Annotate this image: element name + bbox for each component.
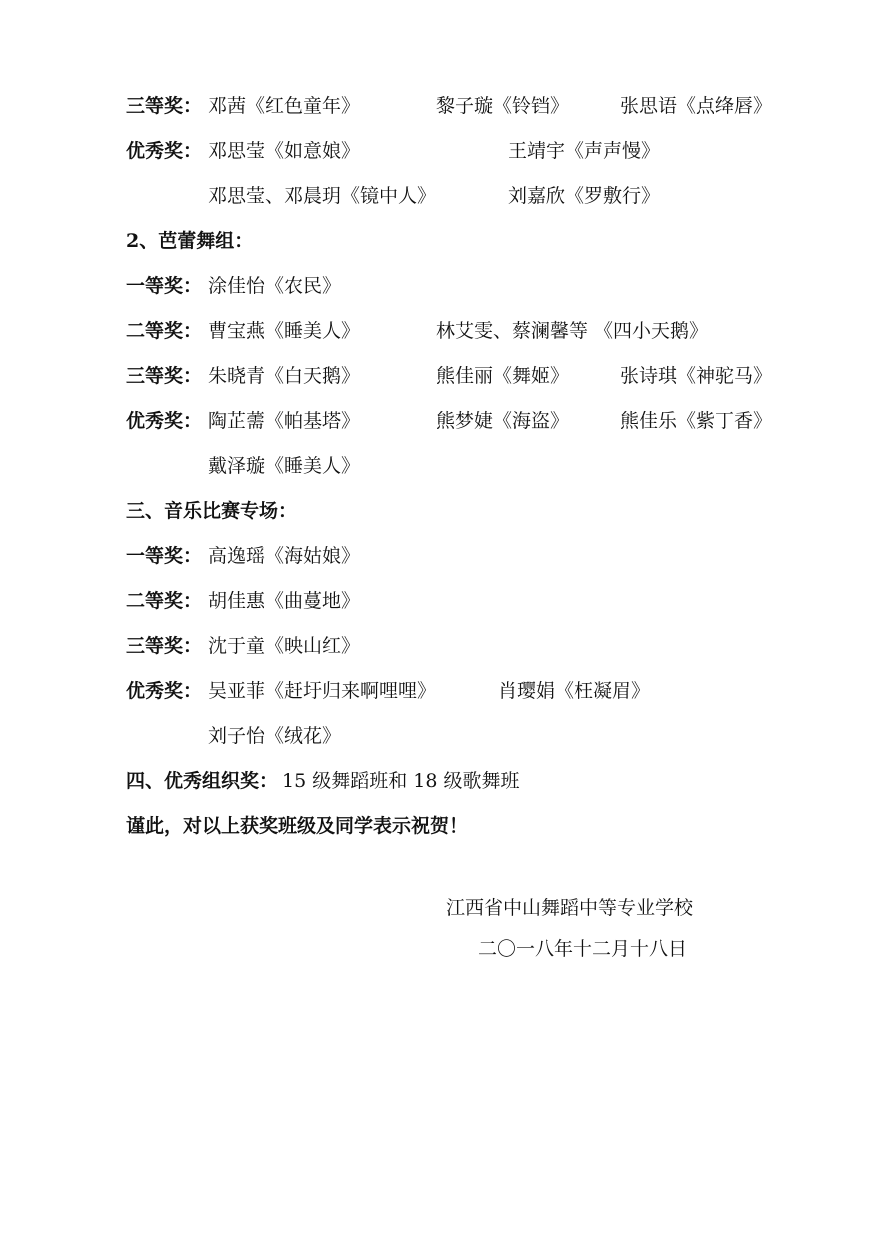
award-entry: 刘嘉欣《罗敷行》 [508,185,661,207]
award-entry: 熊佳丽《舞姬》 [436,365,570,387]
award-label: 三等奖： [126,365,203,387]
award-row-first-prize [0,541,880,571]
award-label: 优秀奖： [126,140,203,162]
award-row-excellence-continued [0,181,880,211]
award-row-excellence-continued [0,451,880,481]
award-entry: 肖璎娟《枉凝眉》 [498,680,651,702]
award-entry: 黎子璇《铃铛》 [436,95,570,117]
award-row-excellence [0,136,880,166]
signature-school: 江西省中山舞蹈中等专业学校 [446,897,694,919]
award-label: 二等奖： [126,320,203,342]
award-label: 三等奖： [126,95,203,117]
award-row-second-prize [0,316,880,346]
award-entry: 邓茜《红色童年》 [208,95,361,117]
award-entry: 涂佳怡《农民》 [208,275,342,297]
award-entry: 林艾雯、蔡澜馨等 《四小天鹅》 [436,320,709,342]
award-entry: 王靖宇《声声慢》 [508,140,661,162]
award-row-third-prize [0,361,880,391]
award-row-third-prize [0,631,880,661]
award-entry: 邓思莹《如意娘》 [208,140,361,162]
award-entry: 陶芷薷《帕基塔》 [208,410,361,432]
award-label: 优秀奖： [126,410,203,432]
award-row-second-prize [0,586,880,616]
organization-award-text: 15 级舞蹈班和 18 级歌舞班 [282,770,520,792]
award-entry: 戴泽璇《睡美人》 [208,455,361,477]
award-entry: 熊梦婕《海盗》 [436,410,570,432]
award-entry: 朱晓青《白天鹅》 [208,365,361,387]
award-label: 优秀奖： [126,680,203,702]
award-entry: 高逸瑶《海姑娘》 [208,545,361,567]
award-entry: 胡佳惠《曲蔓地》 [208,590,361,612]
award-entry: 张思语《点绛唇》 [620,95,773,117]
signature-date: 二〇一八年十二月十八日 [478,938,688,960]
award-entry: 熊佳乐《紫丁香》 [620,410,773,432]
award-label: 一等奖： [126,545,203,567]
award-entry: 吴亚菲《赶圩归来啊哩哩》 [208,680,437,702]
award-entry: 邓思莹、邓晨玥《镜中人》 [208,185,437,207]
section-heading: 2、芭蕾舞组： [126,230,254,252]
closing-line [0,811,880,841]
award-label: 三等奖： [126,635,203,657]
award-entry: 刘子怡《绒花》 [208,725,342,747]
award-entry: 沈于童《映山红》 [208,635,361,657]
award-entry: 张诗琪《神驼马》 [620,365,773,387]
award-label: 二等奖： [126,590,203,612]
award-label: 一等奖： [126,275,203,297]
award-entry: 曹宝燕《睡美人》 [208,320,361,342]
award-row-first-prize [0,271,880,301]
section-heading-ballet [0,226,880,256]
section-heading-organization [0,766,880,796]
section-heading: 四、优秀组织奖： [126,770,279,792]
award-row-excellence [0,676,880,706]
award-row-excellence [0,406,880,436]
section-heading-music [0,496,880,526]
award-row-excellence-continued [0,721,880,751]
award-row-third-prize [0,91,880,121]
section-heading: 三、音乐比赛专场： [126,500,298,522]
closing-text: 谨此，对以上获奖班级及同学表示祝贺！ [126,815,469,837]
